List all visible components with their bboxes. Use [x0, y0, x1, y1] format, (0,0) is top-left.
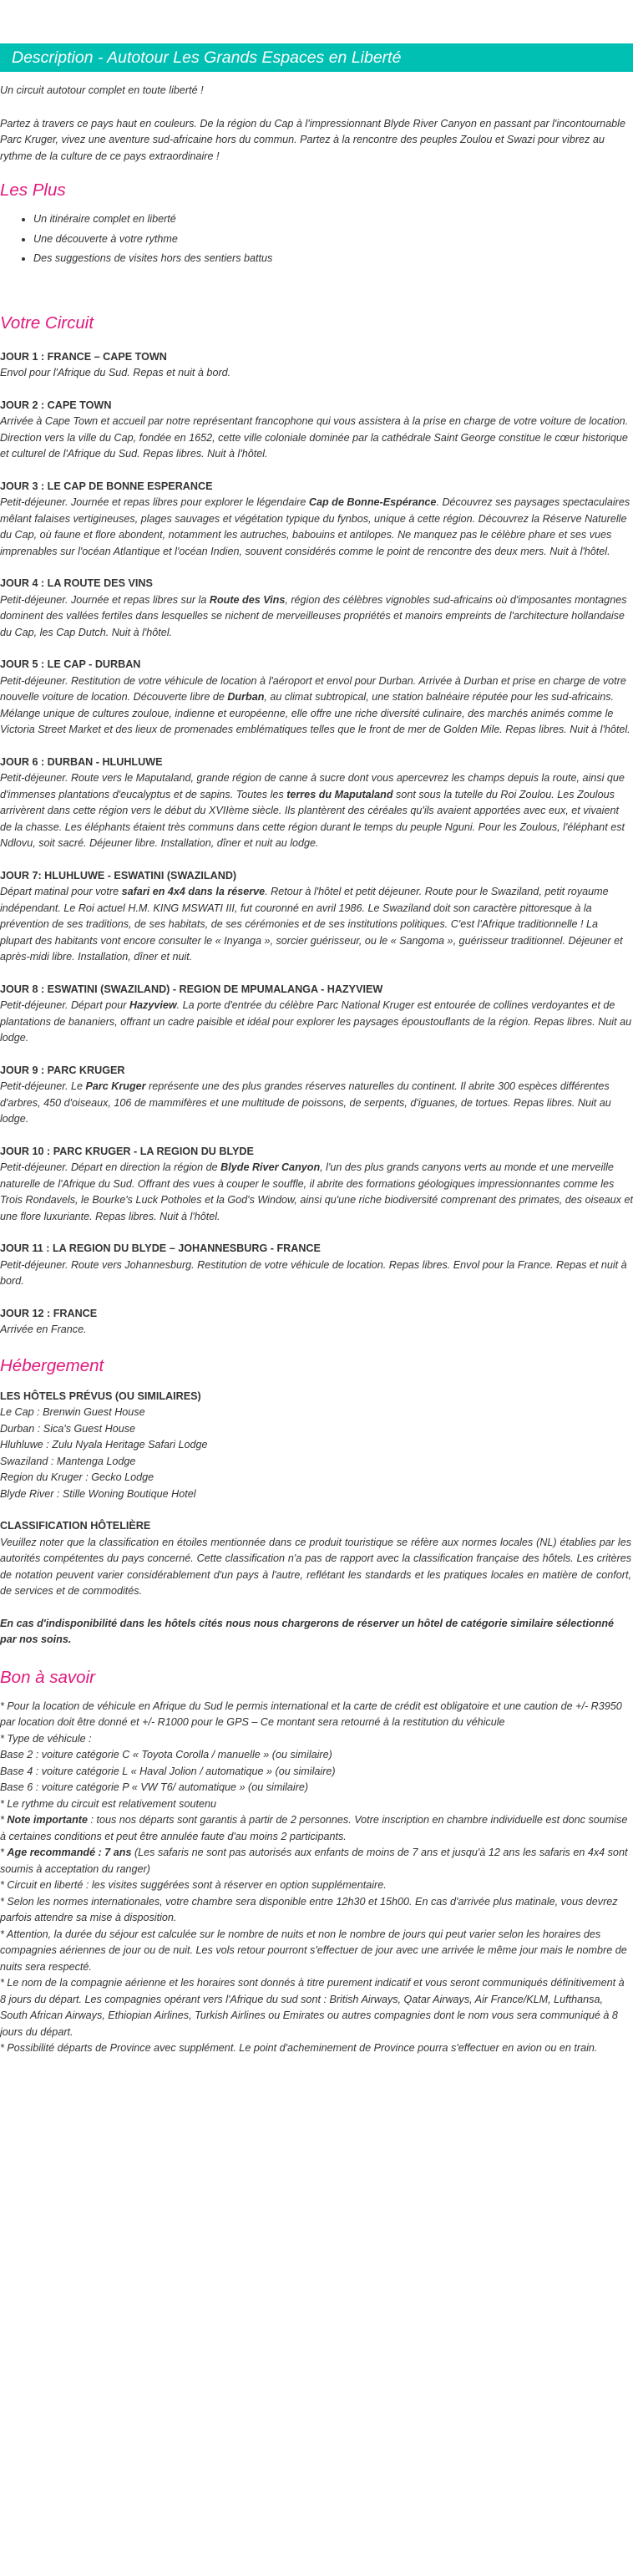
hotel-item: Region du Kruger : Gecko Lodge: [0, 1471, 154, 1483]
list-item: • Une découverte à votre rythme: [33, 231, 633, 248]
list-item: • Un itinéraire complet en liberté: [33, 211, 633, 228]
emphasis-text: Note importante: [7, 1814, 88, 1826]
info-line: * Age recommandé : 7 ans (Les safaris ne sont pas autorisés aux enfants de moins de 7 ans et jusqu'à 12 ans les safaris en 4x4 sont soumis à acceptation du ranger): [0, 1847, 628, 1875]
day-title: JOUR 10 : PARC KRUGER - LA REGION DU BLYDE: [0, 1145, 254, 1157]
circuit-heading: Votre Circuit: [0, 312, 94, 333]
info-line: * Type de véhicule :: [0, 1732, 92, 1745]
day-title: JOUR 5 : LE CAP - DURBAN: [0, 658, 141, 670]
day-title: JOUR 3 : LE CAP DE BONNE ESPERANCE: [0, 480, 213, 492]
info-line: Base 2 : voiture catégorie C « Toyota Corolla / manuelle » (ou similaire): [0, 1749, 332, 1761]
itinerary-day: [0, 1306, 633, 1339]
itinerary-day: [0, 982, 633, 1047]
info-line: * Circuit en liberté : les visites suggérées sont à réserver en option supplémentaire.: [0, 1879, 387, 1891]
day-description: Arrivée à Cape Town et accueil par notre représentant francophone qui vous assistera à la prise en charge de votre voiture de location. Direction vers la ville du Cap, fondée en 1652, cette ville coloniale dominée par la cathédrale Saint George constitue le cœur historique et culturel de l'Afrique du Sud. Repas libres. Nuit à l'hôtel.: [0, 415, 629, 460]
itinerary-day: [0, 479, 633, 561]
day-title: JOUR 2 : CAPE TOWN: [0, 399, 112, 411]
itinerary-day: [0, 1063, 633, 1128]
day-title: JOUR 12 : FRANCE: [0, 1307, 98, 1319]
classification-text: Veuillez noter que la classification en étoiles mentionnée dans ce produit touristique se réfère aux normes locales (NL) établies par les autorités compétentes du pays concerné. Cette classification n'a pas de rapport avec la classification française des hôtels. Les critères de notation peuvent varier considérablement d'un pays à l'autre, reflétant les standards et les pratiques locales en matière de confort, de services et de commodités.: [0, 1536, 631, 1597]
day-description: Petit-déjeuner. Restitution de votre véhicule de location à l'aéroport et envol pour Durban. Arrivée à Durban et prise en charge de votre nouvelle voiture de location. Découverte libre de Durban, au climat subtropical, une station balnéaire réputée pour les sud-africains. Mélange unique de cultures zouloue, indienne et européenne, elle offre une riche diversité culinaire, des marchés animés comme le Victoria Street Market et des lieux de promenades emblématiques telles que le front de mer de Golden Mile. Repas libres. Nuit à l'hôtel.: [0, 674, 630, 735]
hotel-item: Swaziland : Mantenga Lodge: [0, 1455, 136, 1467]
intro-tagline: Un circuit autotour complet en toute liberté !: [0, 84, 204, 96]
emphasis-text: Blyde River Canyon: [220, 1161, 321, 1173]
les-plus-list: [0, 211, 633, 267]
emphasis-text: Hazyview: [129, 999, 177, 1011]
hotel-item: Hluhluwe : Zulu Nyala Heritage Safari Lodge: [0, 1439, 208, 1451]
bon-a-savoir-list: [0, 1699, 633, 2057]
day-title: JOUR 1 : FRANCE – CAPE TOWN: [0, 350, 167, 363]
day-title: JOUR 11 : LA REGION DU BLYDE – JOHANNESBURG - FRANCE: [0, 1242, 321, 1254]
day-description: Arrivée en France.: [0, 1324, 87, 1335]
classification-title: CLASSIFICATION HÔTELIÈRE: [0, 1520, 151, 1532]
itinerary-day: [0, 349, 633, 382]
hotels-title: LES HÔTELS PRÉVUS (OU SIMILAIRES): [0, 1390, 201, 1402]
emphasis-text: Durban: [227, 691, 265, 703]
day-description: Petit-déjeuner. Le Parc Kruger représente une des plus grandes réserves naturelles du continent. Il abrite 300 espèces différentes d'arbres, 450 d'oiseaux, 106 de mammifères et une multitude de poissons, de serpents, d'iguanes, de tortues. Repas libres. Nuit au lodge.: [0, 1080, 611, 1125]
day-description: Petit-déjeuner. Journée et repas libres sur la Route des Vins, région des célèbres vignobles sud-africains où d'imposantes montagnes dominent des vallées fertiles dans lesquelles se nichent de merveilleuses propriétés et manoirs empreints de l'architecture hollandaise du Cap, les Cap Dutch. Nuit à l'hôtel.: [0, 593, 627, 638]
itinerary-day: [0, 398, 633, 463]
info-line: * Selon les normes internationales, votre chambre sera disponible entre 12h30 et 15h00. En cas d'arrivée plus matinale, vous devrez parfois attendre sa mise à disposition.: [0, 1895, 618, 1923]
emphasis-text: terres du Maputaland: [286, 788, 393, 800]
hotel-item: Le Cap : Brenwin Guest House: [0, 1406, 145, 1418]
day-description: Envol pour l'Afrique du Sud. Repas et nuit à bord.: [0, 367, 231, 379]
itinerary-day: [0, 1144, 633, 1226]
emphasis-text: Cap de Bonne-Espérance: [308, 496, 437, 508]
hotel-item: Durban : Sica's Guest House: [0, 1422, 136, 1435]
emphasis-text: Age recommandé : 7 ans: [7, 1847, 132, 1858]
info-line: * Le rythme du circuit est relativement soutenu: [0, 1797, 216, 1810]
availability-note: En cas d'indisponibilité dans les hôtels cités nous nous chargerons de réserver un hôtel de catégorie similaire sélectionné par nos soins.: [0, 1617, 615, 1645]
emphasis-text: Parc Kruger: [85, 1080, 146, 1092]
info-line: * Note importante : tous nos départs sont garantis à partir de 2 personnes. Votre inscription en chambre individuelle est donc soumise à certaines conditions et peut être annulée faute d'au moins 2 participants.: [0, 1814, 628, 1842]
emphasis-text: safari en 4x4 dans la réserve: [121, 886, 266, 897]
info-line: * Possibilité départs de Province avec supplément. Le point d'acheminement de Province pourra s'effectuer en avion ou en train.: [0, 2042, 598, 2054]
itinerary-day: [0, 868, 633, 966]
itinerary-day: [0, 755, 633, 852]
itinerary-days: [0, 349, 633, 1339]
itinerary-day: [0, 657, 633, 739]
day-title: JOUR 9 : PARC KRUGER: [0, 1064, 125, 1076]
day-description: Petit-déjeuner. Départ pour Hazyview. La porte d'entrée du célèbre Parc National Kruger est entourée de collines verdoyantes et de plantations de bananiers, offrant un cadre paisible et idéal pour explorer les paysages époustouflants de la région. Repas libres. Nuit au lodge.: [0, 999, 632, 1044]
emphasis-text: Route des Vins: [209, 593, 286, 606]
les-plus-heading: Les Plus: [0, 180, 66, 200]
intro-paragraph: Partez à travers ce pays haut en couleurs. De la région du Cap à l'impressionnant Blyde River Canyon en passant par l'incontournable Parc Kruger, vivez une aventure sud-africaine hors du commun. Partez à la rencontre des peuples Zoulou et Swazi pour vibrez au rythme de la culture de ce pays extraordinaire !: [0, 117, 625, 162]
day-description: Petit-déjeuner. Route vers le Maputaland, grande région de canne à sucre dont vous apercevrez les champs depuis la route, ainsi que d'immenses plantations d'eucalyptus et de sapins. Toutes les terres du Maputaland sont sous la tutelle du Roi Zoulou. Les Zoulous arrivèrent dans cette région vers le début du XVIIème siècle. Ils plantèrent des céréales qu'ils avaient apportées avec eux, et vivaient de la chasse. Les éléphants étaient très communs dans cette région durant le temps du peuple Nguni. Pour les Zoulous, l'éléphant est Ndlovu, soit sacré. Déjeuner libre. Installation, dîner et nuit au lodge.: [0, 772, 625, 849]
day-title: JOUR 8 : ESWATINI (SWAZILAND) - REGION DE MPUMALANGA - HAZYVIEW: [0, 983, 383, 995]
day-title: JOUR 6 : DURBAN - HLUHLUWE: [0, 755, 163, 768]
day-description: Petit-déjeuner. Départ en direction la région de Blyde River Canyon, l'un des plus grands canyons verts au monde et une merveille naturelle de l'Afrique du Sud. Offrant des vues à couper le souffle, il abrite des formations géologiques impressionnantes comme les Trois Rondavels, le Bourke's Luck Potholes et la God's Window, ainsi qu'une riche biodiversité comprenant des primates, des oiseaux et une flore luxuriante. Repas libres. Nuit à l'hôtel.: [0, 1161, 633, 1222]
day-title: JOUR 4 : LA ROUTE DES VINS: [0, 577, 153, 589]
hotel-list: [0, 1405, 633, 1502]
itinerary-day: [0, 576, 633, 641]
page-title: Description - Autotour Les Grands Espaces en Liberté: [0, 43, 633, 72]
day-description: Petit-déjeuner. Journée et repas libres pour explorer le légendaire Cap de Bonne-Espérance. Découvrez ses paysages spectaculaires mêlant falaises vertigineuses, plages sauvages et végétation typique du fynbos, unique à cette région. Découvrez la Réserve Naturelle du Cap, où faune et flore abondent, notamment les autruches, babouins et antilopes. Ne manquez pas le célèbre phare et ses vues imprenables sur l'océan Atlantique et l'océan Indien, souvent considérés comme le point de rencontre des deux mers. Nuit à l'hôtel.: [0, 496, 630, 557]
day-description: Départ matinal pour votre safari en 4x4 dans la réserve. Retour à l'hôtel et petit déjeuner. Route pour le Swaziland, petit royaume indépendant. Le Roi actuel H.M. KING MSWATI III, fut couronné en avril 1986. Le Swaziland doit son caractère pittoresque à la prévention de ses traditions, de ses habitats, de ses cérémonies et de ses institutions politiques. C'est l'Afrique traditionnelle ! La plupart des habitants vont encore consulter le « Inyanga », sorcier guérisseur, ou le « Sangoma », guérisseur traditionnel. Déjeuner et après-midi libre. Installation, dîner et nuit.: [0, 886, 623, 963]
info-line: Base 4 : voiture catégorie L « Haval Jolion / automatique » (ou similaire): [0, 1765, 336, 1777]
info-line: * Le nom de la compagnie aérienne et les horaires sont donnés à titre purement indicatif et vous seront communiqués définitivement à 8 jours du départ. Les compagnies opérant vers l'Afrique du sud sont : British Airways, Qatar Airways, Air France/KLM, Lufthansa, South African Airways, Ethiopian Airlines, Turkish Airlines ou Emirates ou autres compagnies dont le nom vous sera communiqué à 8 jours du départ.: [0, 1977, 625, 2038]
info-line: * Pour la location de véhicule en Afrique du Sud le permis international et la carte de crédit est obligatoire et une caution de +/- R3950 par location doit être donné et +/- R1000 pour le GPS – Ce montant sera retourné à la restitution du véhicule: [0, 1700, 622, 1728]
info-line: * Attention, la durée du séjour est calculée sur le nombre de nuits et non le nombre de jours qui peut varier selon les horaires des compagnies aériennes de jour ou de nuit. Les vols retour pourront s'effectuer de jour avec une arrivée le même jour mais le nombre de nuits sera respecté.: [0, 1928, 627, 1973]
itinerary-day: [0, 1241, 633, 1290]
hebergement-heading: Hébergement: [0, 1355, 104, 1375]
info-line: Base 6 : voiture catégorie P « VW T6/ automatique » (ou similaire): [0, 1781, 309, 1793]
bon-a-savoir-heading: Bon à savoir: [0, 1667, 95, 1687]
day-title: JOUR 7: HLUHLUWE - ESWATINI (SWAZILAND): [0, 869, 237, 882]
day-description: Petit-déjeuner. Route vers Johannesburg. Restitution de votre véhicule de location. Repas libres. Envol pour la France. Repas et nuit à bord.: [0, 1258, 627, 1287]
list-item: • Des suggestions de visites hors des sentiers battus: [33, 251, 633, 267]
hotel-item: Blyde River : Stille Woning Boutique Hotel: [0, 1487, 196, 1500]
